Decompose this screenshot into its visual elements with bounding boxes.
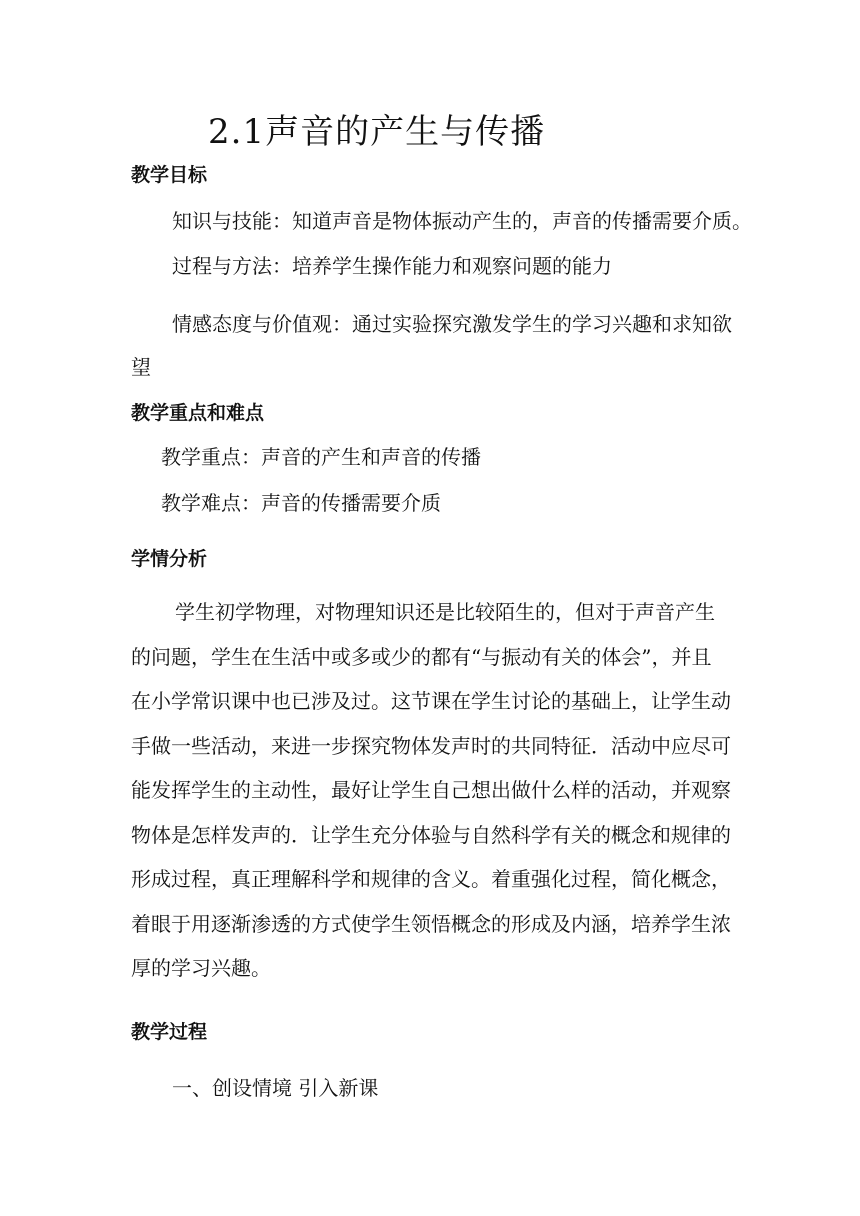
objective-process: 过程与方法：培养学生操作能力和观察问题的能力: [172, 254, 612, 278]
analysis-line: 形成过程，真正理解科学和规律的含义。着重强化过程，简化概念，: [131, 867, 731, 891]
section-heading-process: 教学过程: [131, 1021, 208, 1043]
analysis-line: 物体是怎样发声的．让学生充分体验与自然科学有关的概念和规律的: [131, 822, 731, 847]
section-heading-key-points: 教学重点和难点: [131, 402, 265, 424]
objective-knowledge: 知识与技能：知道声音是物体振动产生的，声音的传播需要介质。: [172, 209, 752, 233]
analysis-line: 学生初学物理，对物理知识还是比较陌生的，但对于声音产生: [175, 600, 715, 624]
analysis-line: 着眼于用逐渐渗透的方式使学生领悟概念的形成及内涵，培养学生浓: [131, 911, 731, 936]
process-step-1: 一、创设情境 引入新课: [172, 1076, 379, 1100]
analysis-paragraph: [131, 590, 731, 991]
analysis-line: 在小学常识课中也已涉及过。这节课在学生讨论的基础上，让学生动: [131, 689, 731, 713]
objective-attitude-continued: 望: [131, 355, 151, 379]
document-title: 2.1声音的产生与传播: [208, 112, 546, 152]
analysis-line: 能发挥学生的主动性，最好让学生自己想出做什么样的活动，并观察: [131, 778, 731, 802]
objective-attitude: 情感态度与价值观：通过实验探究激发学生的学习兴趣和求知欲: [172, 312, 732, 336]
analysis-line: 手做一些活动，来进一步探究物体发声时的共同特征．活动中应尽可: [131, 733, 731, 758]
key-point-difficulty: 教学难点：声音的传播需要介质: [161, 491, 441, 515]
analysis-line: 的问题，学生在生活中或多或少的都有“与振动有关的体会”，并且: [131, 644, 712, 669]
analysis-line: 厚的学习兴趣。: [131, 956, 271, 980]
section-heading-analysis: 学情分析: [131, 548, 208, 570]
section-heading-objectives: 教学目标: [131, 164, 208, 186]
key-point-focus: 教学重点：声音的产生和声音的传播: [161, 445, 481, 469]
